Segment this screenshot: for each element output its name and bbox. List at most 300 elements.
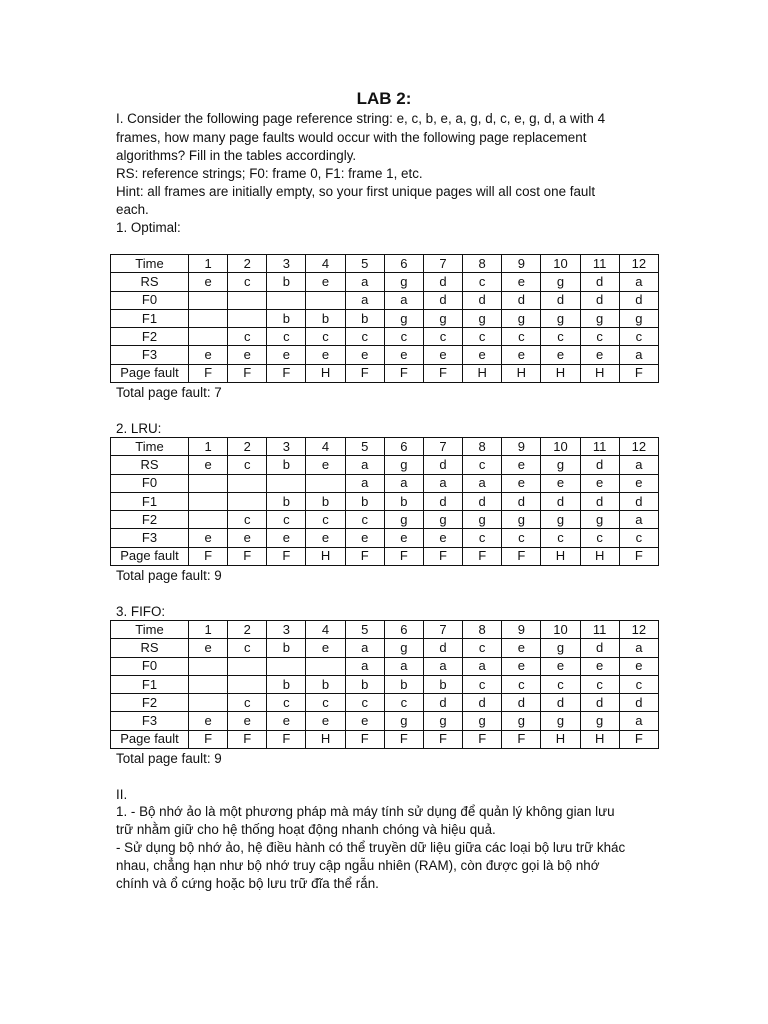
- table-cell: g: [541, 456, 580, 474]
- table-cell: [228, 492, 267, 510]
- table-cell: [189, 511, 228, 529]
- table-row: [111, 694, 659, 712]
- table-cell: b: [306, 492, 345, 510]
- table-cell: H: [580, 547, 619, 565]
- table-row: [111, 438, 659, 456]
- table-row: [111, 621, 659, 639]
- optimal-table: [110, 254, 659, 383]
- table-cell: d: [580, 291, 619, 309]
- table-cell: [267, 657, 306, 675]
- table-cell: c: [345, 694, 384, 712]
- table-cell: g: [541, 309, 580, 327]
- table-cell: 1: [189, 255, 228, 273]
- table-cell: d: [423, 492, 462, 510]
- table-cell: [189, 474, 228, 492]
- table-cell: c: [541, 675, 580, 693]
- table-cell: c: [306, 328, 345, 346]
- table-cell: e: [502, 474, 541, 492]
- table-cell: H: [541, 364, 580, 382]
- table-cell: d: [580, 639, 619, 657]
- table-cell: H: [580, 364, 619, 382]
- table-cell: e: [189, 346, 228, 364]
- row-label: F3: [111, 712, 189, 730]
- table-cell: [189, 309, 228, 327]
- table-cell: g: [463, 712, 502, 730]
- page-title: LAB 2:: [356, 89, 412, 108]
- table-cell: d: [463, 492, 502, 510]
- table-cell: F: [228, 547, 267, 565]
- table-cell: c: [345, 511, 384, 529]
- table-cell: b: [423, 675, 462, 693]
- table-cell: F: [463, 730, 502, 748]
- table-cell: c: [384, 694, 423, 712]
- table-cell: a: [345, 456, 384, 474]
- table-cell: b: [267, 456, 306, 474]
- table-cell: d: [423, 456, 462, 474]
- section-heading-optimal: 1. Optimal:: [116, 220, 181, 235]
- table-cell: a: [384, 474, 423, 492]
- table-cell: d: [541, 291, 580, 309]
- table-cell: 1: [189, 438, 228, 456]
- table-cell: F: [384, 547, 423, 565]
- table-cell: e: [463, 346, 502, 364]
- table-cell: d: [619, 291, 658, 309]
- table-cell: c: [580, 328, 619, 346]
- table-cell: 11: [580, 621, 619, 639]
- table-cell: 12: [619, 438, 658, 456]
- table-cell: F: [189, 547, 228, 565]
- table-cell: F: [502, 547, 541, 565]
- table-row: [111, 639, 659, 657]
- table-cell: F: [267, 547, 306, 565]
- table-row: [111, 547, 659, 565]
- table-cell: H: [463, 364, 502, 382]
- table-cell: d: [423, 273, 462, 291]
- table-row: [111, 309, 659, 327]
- table-cell: c: [619, 529, 658, 547]
- row-label: Time: [111, 438, 189, 456]
- row-label: F1: [111, 309, 189, 327]
- table-cell: F: [267, 364, 306, 382]
- table-cell: c: [423, 328, 462, 346]
- table-cell: e: [423, 529, 462, 547]
- table-cell: F: [345, 364, 384, 382]
- table-cell: a: [619, 346, 658, 364]
- table-cell: e: [541, 474, 580, 492]
- intro-line: algorithms? Fill in the tables accordingly.: [116, 148, 357, 163]
- intro-line: each.: [116, 202, 149, 217]
- part2-line: trữ nhằm giữ cho hệ thống hoạt động nhanh chóng và hiệu quả.: [116, 822, 496, 837]
- table-cell: e: [228, 346, 267, 364]
- table-cell: e: [267, 346, 306, 364]
- table-cell: d: [423, 291, 462, 309]
- table-cell: [189, 328, 228, 346]
- table-cell: d: [580, 694, 619, 712]
- table-cell: c: [502, 675, 541, 693]
- table-cell: 9: [502, 438, 541, 456]
- table-cell: e: [189, 529, 228, 547]
- table-cell: 1: [189, 621, 228, 639]
- table-cell: 11: [580, 255, 619, 273]
- table-cell: e: [306, 529, 345, 547]
- row-label: RS: [111, 456, 189, 474]
- table-cell: 5: [345, 438, 384, 456]
- table-cell: c: [228, 456, 267, 474]
- table-cell: a: [345, 291, 384, 309]
- table-cell: e: [306, 273, 345, 291]
- table-cell: 10: [541, 255, 580, 273]
- table-cell: a: [619, 639, 658, 657]
- table-cell: d: [502, 694, 541, 712]
- table-cell: c: [580, 529, 619, 547]
- table-cell: d: [541, 492, 580, 510]
- table-cell: g: [502, 712, 541, 730]
- table-cell: [306, 474, 345, 492]
- table-cell: [228, 309, 267, 327]
- table-cell: e: [267, 529, 306, 547]
- table-cell: c: [345, 328, 384, 346]
- row-label: Page fault: [111, 547, 189, 565]
- table-cell: [189, 675, 228, 693]
- table-cell: e: [502, 456, 541, 474]
- row-label: F0: [111, 657, 189, 675]
- table-cell: e: [580, 474, 619, 492]
- table-row: [111, 456, 659, 474]
- table-cell: [267, 474, 306, 492]
- part2-heading: II.: [116, 787, 128, 802]
- table-cell: [306, 657, 345, 675]
- table-row: [111, 474, 659, 492]
- table-cell: c: [463, 273, 502, 291]
- table-cell: [228, 291, 267, 309]
- table-row: [111, 712, 659, 730]
- table-cell: F: [189, 730, 228, 748]
- table-cell: F: [228, 730, 267, 748]
- total-page-fault-lru: Total page fault: 9: [116, 568, 222, 583]
- table-cell: b: [267, 675, 306, 693]
- table-cell: c: [502, 529, 541, 547]
- table-cell: 9: [502, 255, 541, 273]
- table-cell: c: [267, 328, 306, 346]
- table-cell: 4: [306, 255, 345, 273]
- table-cell: g: [541, 273, 580, 291]
- row-label: F3: [111, 529, 189, 547]
- table-cell: b: [384, 492, 423, 510]
- table-cell: e: [619, 474, 658, 492]
- table-cell: c: [580, 675, 619, 693]
- table-cell: e: [306, 456, 345, 474]
- table-row: [111, 328, 659, 346]
- table-cell: F: [463, 547, 502, 565]
- table-cell: F: [345, 547, 384, 565]
- table-cell: F: [423, 364, 462, 382]
- row-label: Time: [111, 621, 189, 639]
- table-row: [111, 291, 659, 309]
- table-cell: e: [619, 657, 658, 675]
- table-cell: F: [619, 547, 658, 565]
- table-cell: H: [306, 547, 345, 565]
- table-cell: H: [502, 364, 541, 382]
- table-cell: 8: [463, 255, 502, 273]
- table-cell: F: [619, 730, 658, 748]
- total-page-fault-optimal: Total page fault: 7: [116, 385, 222, 400]
- table-cell: c: [384, 328, 423, 346]
- section-heading-lru: 2. LRU:: [116, 421, 162, 436]
- table-cell: 2: [228, 621, 267, 639]
- table-cell: c: [463, 639, 502, 657]
- table-cell: e: [345, 712, 384, 730]
- table-cell: e: [306, 346, 345, 364]
- table-cell: 11: [580, 438, 619, 456]
- table-cell: g: [580, 712, 619, 730]
- table-cell: d: [502, 291, 541, 309]
- table-cell: a: [463, 657, 502, 675]
- row-label: F0: [111, 291, 189, 309]
- table-row: [111, 730, 659, 748]
- table-cell: [189, 657, 228, 675]
- table-cell: e: [228, 529, 267, 547]
- row-label: RS: [111, 273, 189, 291]
- table-cell: e: [541, 657, 580, 675]
- table-cell: g: [541, 639, 580, 657]
- table-cell: d: [619, 694, 658, 712]
- table-cell: e: [502, 346, 541, 364]
- table-cell: 8: [463, 621, 502, 639]
- table-cell: c: [306, 511, 345, 529]
- table-row: [111, 529, 659, 547]
- table-cell: a: [619, 712, 658, 730]
- table-cell: e: [423, 346, 462, 364]
- table-cell: e: [384, 346, 423, 364]
- row-label: F3: [111, 346, 189, 364]
- table-cell: c: [306, 694, 345, 712]
- table-cell: 9: [502, 621, 541, 639]
- table-cell: F: [423, 730, 462, 748]
- table-cell: 6: [384, 438, 423, 456]
- table-cell: [189, 694, 228, 712]
- part2-line: - Sử dụng bộ nhớ ảo, hệ điều hành có thể truyền dữ liệu giữa các loại bộ lưu trữ khác: [116, 840, 626, 855]
- table-cell: F: [619, 364, 658, 382]
- total-page-fault-fifo: Total page fault: 9: [116, 751, 222, 766]
- table-cell: g: [580, 309, 619, 327]
- table-cell: [228, 474, 267, 492]
- table-cell: e: [541, 346, 580, 364]
- table-cell: H: [306, 730, 345, 748]
- table-cell: b: [267, 492, 306, 510]
- row-label: RS: [111, 639, 189, 657]
- table-cell: a: [423, 657, 462, 675]
- table-cell: H: [541, 730, 580, 748]
- table-cell: c: [228, 511, 267, 529]
- table-cell: a: [345, 273, 384, 291]
- table-cell: H: [580, 730, 619, 748]
- table-cell: [306, 291, 345, 309]
- row-label: F2: [111, 694, 189, 712]
- table-cell: e: [189, 639, 228, 657]
- table-cell: c: [502, 328, 541, 346]
- table-cell: b: [306, 309, 345, 327]
- table-cell: e: [580, 346, 619, 364]
- table-cell: c: [228, 694, 267, 712]
- table-cell: c: [619, 328, 658, 346]
- row-label: Page fault: [111, 730, 189, 748]
- table-cell: e: [189, 273, 228, 291]
- table-row: [111, 346, 659, 364]
- table-cell: b: [345, 309, 384, 327]
- table-cell: e: [228, 712, 267, 730]
- table-cell: a: [619, 456, 658, 474]
- table-cell: g: [619, 309, 658, 327]
- table-cell: g: [502, 511, 541, 529]
- table-cell: F: [423, 547, 462, 565]
- table-cell: a: [345, 639, 384, 657]
- table-cell: a: [423, 474, 462, 492]
- table-cell: e: [384, 529, 423, 547]
- table-cell: e: [502, 657, 541, 675]
- intro-line: Hint: all frames are initially empty, so your first unique pages will all cost one fault: [116, 184, 596, 199]
- table-cell: g: [541, 712, 580, 730]
- table-cell: g: [384, 712, 423, 730]
- table-cell: 2: [228, 255, 267, 273]
- table-row: [111, 273, 659, 291]
- table-cell: 10: [541, 438, 580, 456]
- table-cell: c: [463, 529, 502, 547]
- table-cell: c: [267, 694, 306, 712]
- table-cell: d: [502, 492, 541, 510]
- table-cell: 12: [619, 255, 658, 273]
- table-cell: c: [463, 456, 502, 474]
- table-cell: [228, 675, 267, 693]
- table-cell: e: [502, 273, 541, 291]
- table-cell: H: [306, 364, 345, 382]
- table-cell: g: [384, 309, 423, 327]
- intro-line: I. Consider the following page reference string: e, c, b, e, a, g, d, c, e, g, d, a with 4: [116, 111, 606, 126]
- table-cell: g: [580, 511, 619, 529]
- table-cell: g: [502, 309, 541, 327]
- table-cell: d: [619, 492, 658, 510]
- table-cell: d: [463, 694, 502, 712]
- table-cell: b: [267, 639, 306, 657]
- table-cell: e: [189, 456, 228, 474]
- section-heading-fifo: 3. FIFO:: [116, 604, 166, 619]
- table-cell: g: [423, 712, 462, 730]
- table-cell: 5: [345, 255, 384, 273]
- table-cell: 3: [267, 438, 306, 456]
- table-cell: g: [384, 639, 423, 657]
- table-cell: [267, 291, 306, 309]
- table-cell: d: [580, 456, 619, 474]
- row-label: F2: [111, 511, 189, 529]
- table-cell: e: [306, 639, 345, 657]
- table-cell: d: [541, 694, 580, 712]
- intro-line: frames, how many page faults would occur with the following page replacement: [116, 130, 587, 145]
- table-cell: a: [384, 291, 423, 309]
- table-cell: e: [580, 657, 619, 675]
- table-cell: a: [619, 511, 658, 529]
- table-cell: F: [502, 730, 541, 748]
- part2-line: 1. - Bộ nhớ ảo là một phương pháp mà máy tính sử dụng để quản lý không gian lưu: [116, 804, 615, 819]
- fifo-table: [110, 620, 659, 749]
- table-cell: F: [345, 730, 384, 748]
- table-cell: a: [345, 657, 384, 675]
- table-cell: 12: [619, 621, 658, 639]
- row-label: Page fault: [111, 364, 189, 382]
- table-row: [111, 492, 659, 510]
- table-cell: c: [541, 529, 580, 547]
- table-cell: 6: [384, 255, 423, 273]
- table-cell: g: [463, 309, 502, 327]
- table-cell: F: [267, 730, 306, 748]
- table-cell: F: [228, 364, 267, 382]
- table-cell: 3: [267, 255, 306, 273]
- table-cell: e: [306, 712, 345, 730]
- table-cell: c: [228, 273, 267, 291]
- table-cell: [228, 657, 267, 675]
- table-cell: [189, 492, 228, 510]
- table-cell: b: [384, 675, 423, 693]
- table-row: [111, 364, 659, 382]
- table-cell: g: [384, 511, 423, 529]
- table-cell: a: [384, 657, 423, 675]
- table-row: [111, 511, 659, 529]
- table-cell: c: [228, 328, 267, 346]
- table-cell: c: [463, 328, 502, 346]
- table-cell: d: [423, 694, 462, 712]
- table-cell: b: [306, 675, 345, 693]
- table-cell: g: [463, 511, 502, 529]
- table-cell: g: [384, 273, 423, 291]
- table-cell: d: [463, 291, 502, 309]
- row-label: F1: [111, 675, 189, 693]
- table-cell: d: [423, 639, 462, 657]
- table-cell: 7: [423, 255, 462, 273]
- table-cell: 3: [267, 621, 306, 639]
- table-cell: F: [384, 730, 423, 748]
- row-label: Time: [111, 255, 189, 273]
- table-cell: a: [619, 273, 658, 291]
- table-cell: 4: [306, 438, 345, 456]
- table-cell: e: [502, 639, 541, 657]
- table-cell: b: [267, 309, 306, 327]
- table-cell: e: [189, 712, 228, 730]
- table-cell: g: [384, 456, 423, 474]
- table-cell: 5: [345, 621, 384, 639]
- part2-line: nhau, chẳng hạn như bộ nhớ truy cập ngẫu nhiên (RAM), còn được gọi là bộ nhớ: [116, 858, 600, 873]
- table-cell: b: [267, 273, 306, 291]
- table-cell: a: [463, 474, 502, 492]
- table-cell: e: [345, 346, 384, 364]
- table-row: [111, 255, 659, 273]
- table-cell: c: [619, 675, 658, 693]
- table-cell: H: [541, 547, 580, 565]
- table-cell: F: [189, 364, 228, 382]
- table-cell: d: [580, 273, 619, 291]
- lru-table: [110, 437, 659, 566]
- table-cell: d: [580, 492, 619, 510]
- table-cell: 6: [384, 621, 423, 639]
- table-cell: 2: [228, 438, 267, 456]
- table-cell: g: [541, 511, 580, 529]
- row-label: F1: [111, 492, 189, 510]
- table-cell: c: [267, 511, 306, 529]
- table-cell: b: [345, 675, 384, 693]
- table-cell: a: [345, 474, 384, 492]
- table-cell: e: [267, 712, 306, 730]
- table-cell: 10: [541, 621, 580, 639]
- part2-line: chính và ổ cứng hoặc bộ lưu trữ đĩa thể rắn.: [116, 876, 379, 891]
- table-cell: F: [384, 364, 423, 382]
- table-row: [111, 657, 659, 675]
